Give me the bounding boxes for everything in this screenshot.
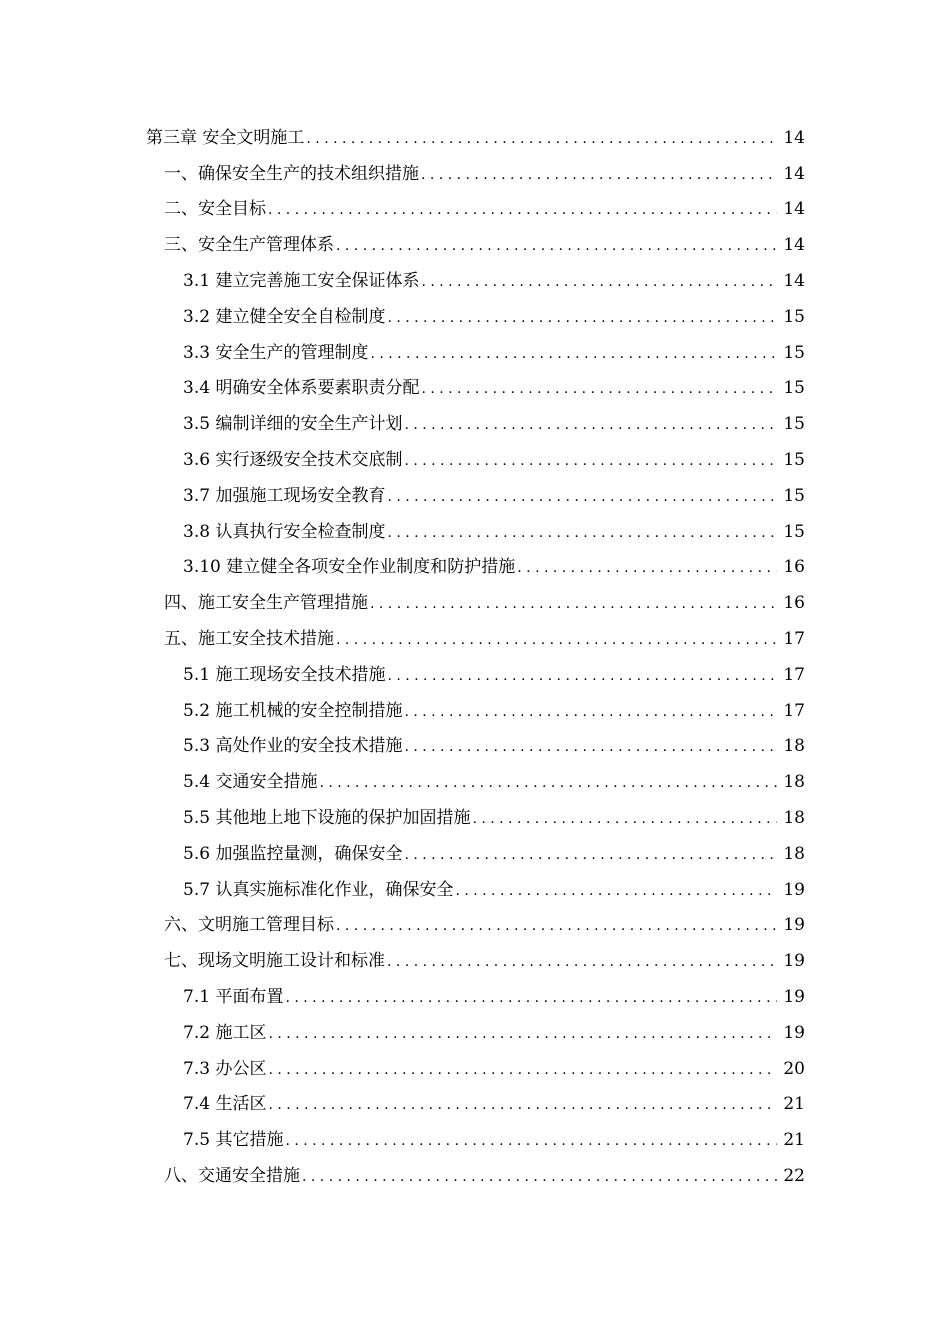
toc-entry[interactable] — [0, 1087, 950, 1123]
toc-page-number: 19 — [783, 915, 805, 936]
dot-leader — [285, 987, 777, 1007]
dot-leader — [421, 164, 777, 184]
dot-leader — [268, 199, 777, 219]
dot-leader — [404, 414, 777, 434]
toc-entry-title: 五、施工安全技术措施 — [164, 629, 334, 650]
toc-entry[interactable] — [0, 729, 950, 765]
dot-leader — [387, 486, 777, 506]
toc-page-number: 14 — [783, 199, 805, 220]
toc-page-number: 15 — [783, 450, 805, 471]
dot-leader — [404, 701, 777, 721]
dot-leader — [370, 593, 777, 613]
toc-page-number: 17 — [783, 664, 805, 685]
dot-leader — [302, 1166, 777, 1186]
toc-entry[interactable] — [0, 764, 950, 800]
toc-entry[interactable] — [0, 872, 950, 908]
toc-entry-title: 7.3 办公区 — [183, 1058, 267, 1079]
toc-page-number: 14 — [783, 163, 805, 184]
toc-entry-title: 5.7 认真实施标准化作业，确保安全 — [183, 879, 454, 900]
toc-entry-title: 3.7 加强施工现场安全教育 — [183, 485, 386, 506]
toc-page-number: 17 — [783, 629, 805, 650]
toc-page-number: 21 — [783, 1094, 805, 1115]
toc-entry[interactable] — [0, 1158, 950, 1194]
toc-entry-title: 3.2 建立健全安全自检制度 — [183, 306, 386, 327]
dot-leader — [387, 665, 777, 685]
dot-leader — [421, 271, 777, 291]
toc-page-number: 17 — [783, 700, 805, 721]
toc-page-number: 18 — [783, 808, 805, 829]
dot-leader — [404, 736, 777, 756]
toc-entry[interactable] — [0, 943, 950, 979]
toc-page-number: 18 — [783, 736, 805, 757]
toc-page-number: 21 — [783, 1130, 805, 1151]
toc-entry[interactable] — [0, 1051, 950, 1087]
toc-entry[interactable] — [0, 550, 950, 586]
toc-entry-title: 六、文明施工管理目标 — [164, 915, 334, 936]
toc-entry-title: 3.8 认真执行安全检查制度 — [183, 521, 386, 542]
toc-entry-title: 5.3 高处作业的安全技术措施 — [183, 736, 403, 757]
toc-entry[interactable] — [0, 478, 950, 514]
toc-entry-title: 5.2 施工机械的安全控制措施 — [183, 700, 403, 721]
table-of-contents — [0, 120, 950, 1194]
toc-page-number: 15 — [783, 521, 805, 542]
dot-leader — [285, 1130, 777, 1150]
toc-entry-title: 7.2 施工区 — [183, 1022, 267, 1043]
dot-leader — [268, 1094, 777, 1114]
toc-entry-title: 八、交通安全措施 — [164, 1166, 300, 1186]
toc-entry[interactable] — [0, 263, 950, 299]
dot-leader — [517, 557, 777, 577]
toc-entry-title: 3.10 建立健全各项安全作业制度和防护措施 — [183, 557, 516, 578]
toc-entry[interactable] — [0, 227, 950, 263]
dot-leader — [387, 522, 777, 542]
toc-entry[interactable] — [0, 657, 950, 693]
dot-leader — [268, 1059, 777, 1079]
toc-entry[interactable] — [0, 800, 950, 836]
toc-page-number: 19 — [783, 987, 805, 1008]
toc-page-number: 19 — [783, 1022, 805, 1043]
toc-entry-title: 7.1 平面布置 — [183, 987, 284, 1008]
toc-page-number: 19 — [783, 951, 805, 972]
toc-page-number: 15 — [783, 485, 805, 506]
dot-leader — [387, 307, 777, 327]
dot-leader — [336, 629, 777, 649]
toc-entry[interactable] — [0, 836, 950, 872]
dot-leader — [404, 450, 777, 470]
toc-entry-title: 3.1 建立完善施工安全保证体系 — [183, 271, 420, 292]
toc-page-number: 15 — [783, 306, 805, 327]
toc-entry-title: 三、安全生产管理体系 — [164, 235, 334, 256]
toc-entry[interactable] — [0, 585, 950, 621]
dot-leader — [472, 808, 777, 828]
toc-entry-title: 5.6 加强监控量测，确保安全 — [183, 843, 403, 864]
dot-leader — [336, 915, 777, 935]
toc-entry[interactable] — [0, 1122, 950, 1158]
toc-entry-title: 7.4 生活区 — [183, 1094, 267, 1115]
toc-entry[interactable] — [0, 908, 950, 944]
toc-entry-title: 5.5 其他地上地下设施的保护加固措施 — [183, 808, 471, 829]
toc-page-number: 16 — [783, 593, 805, 614]
toc-page-number: 16 — [783, 557, 805, 578]
toc-entry-title: 5.4 交通安全措施 — [183, 772, 318, 793]
toc-page-number: 18 — [783, 772, 805, 793]
toc-entry-title: 四、施工安全生产管理措施 — [164, 593, 368, 614]
dot-leader — [421, 378, 777, 398]
toc-entry[interactable] — [0, 979, 950, 1015]
toc-entry-title: 3.6 实行逐级安全技术交底制 — [183, 450, 403, 471]
toc-entry[interactable] — [0, 621, 950, 657]
toc-page-number: 19 — [783, 879, 805, 900]
toc-entry[interactable] — [0, 120, 950, 156]
toc-entry-title: 第三章 安全文明施工 — [146, 127, 305, 148]
toc-entry-title: 一、确保安全生产的技术组织措施 — [164, 163, 419, 184]
toc-page-number: 18 — [783, 843, 805, 864]
toc-entry-title: 3.4 明确安全体系要素职责分配 — [183, 378, 420, 399]
dot-leader — [370, 343, 777, 363]
toc-page-number: 22 — [783, 1166, 805, 1186]
toc-entry[interactable] — [0, 371, 950, 407]
toc-entry-title: 5.1 施工现场安全技术措施 — [183, 664, 386, 685]
dot-leader — [455, 880, 777, 900]
toc-entry-title: 3.3 安全生产的管理制度 — [183, 342, 369, 363]
toc-page-number: 15 — [783, 378, 805, 399]
dot-leader — [336, 235, 777, 255]
toc-entry[interactable] — [0, 406, 950, 442]
dot-leader — [404, 844, 777, 864]
toc-entry[interactable] — [0, 514, 950, 550]
toc-page-number: 14 — [783, 271, 805, 292]
toc-page-number: 14 — [783, 127, 805, 148]
toc-entry[interactable] — [0, 192, 950, 228]
toc-entry-title: 二、安全目标 — [164, 199, 266, 220]
toc-entry-title: 7.5 其它措施 — [183, 1130, 284, 1151]
dot-leader — [319, 772, 777, 792]
dot-leader — [387, 951, 777, 971]
dot-leader — [306, 128, 777, 148]
toc-page-number: 15 — [783, 414, 805, 435]
dot-leader — [268, 1023, 777, 1043]
toc-entry[interactable] — [0, 693, 950, 729]
toc-entry-title: 七、现场文明施工设计和标准 — [164, 951, 385, 972]
toc-page-number: 20 — [783, 1058, 805, 1079]
toc-entry-title: 3.5 编制详细的安全生产计划 — [183, 414, 403, 435]
toc-entry[interactable] — [0, 442, 950, 478]
toc-page-number: 15 — [783, 342, 805, 363]
toc-entry[interactable] — [0, 335, 950, 371]
toc-entry[interactable] — [0, 1015, 950, 1051]
toc-entry[interactable] — [0, 299, 950, 335]
toc-entry[interactable] — [0, 156, 950, 192]
toc-page-number: 14 — [783, 235, 805, 256]
